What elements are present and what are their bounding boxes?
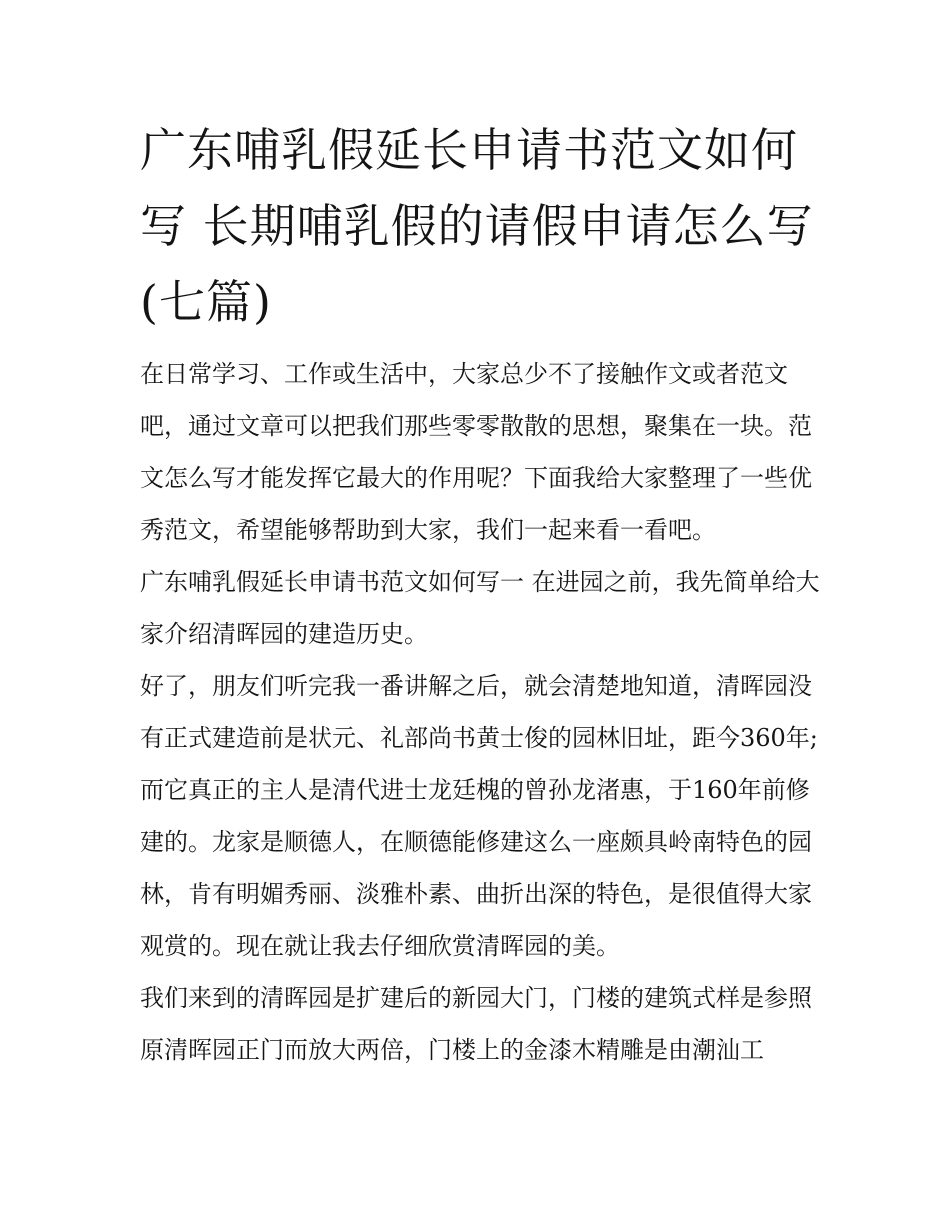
paragraph-history: 好了，朋友们听完我一番讲解之后，就会清楚地知道，清晖园没有正式建造前是状元、礼部尚书黄士俊的园林旧址，距今360年;而它真正的主人是清代进士龙廷槐的曾孙龙渚惠，于160年前修建的。龙家是顺德人，在顺德能修建这么一座颇具岭南特色的园林，肯有明媚秀丽、淡雅朴素、曲折出深的特色，是很值得大家观赏的。现在就让我去仔细欣赏清晖园的美。 xyxy=(140,672,818,960)
document-page xyxy=(140,112,820,1076)
paragraph-section-one: 广东哺乳假延长申请书范文如何写一 在进园之前，我先简单给大家介绍清晖园的建造历史。 xyxy=(140,568,820,648)
document-title: 广东哺乳假延长申请书范文如何写 长期哺乳假的请假申请怎么写(七篇) xyxy=(140,123,814,329)
paragraph-intro: 在日常学习、工作或生活中，大家总少不了接触作文或者范文吧，通过文章可以把我们那些零零散散的思想，聚集在一块。范文怎么写才能发挥它最大的作用呢？下面我给大家整理了一些优秀范文，希望能够帮助到大家，我们一起来看一看吧。 xyxy=(140,360,812,544)
paragraph-gate: 我们来到的清晖园是扩建后的新园大门，门楼的建筑式样是参照原清晖园正门而放大两倍，门楼上的金漆木精雕是由潮汕工 xyxy=(140,984,812,1064)
